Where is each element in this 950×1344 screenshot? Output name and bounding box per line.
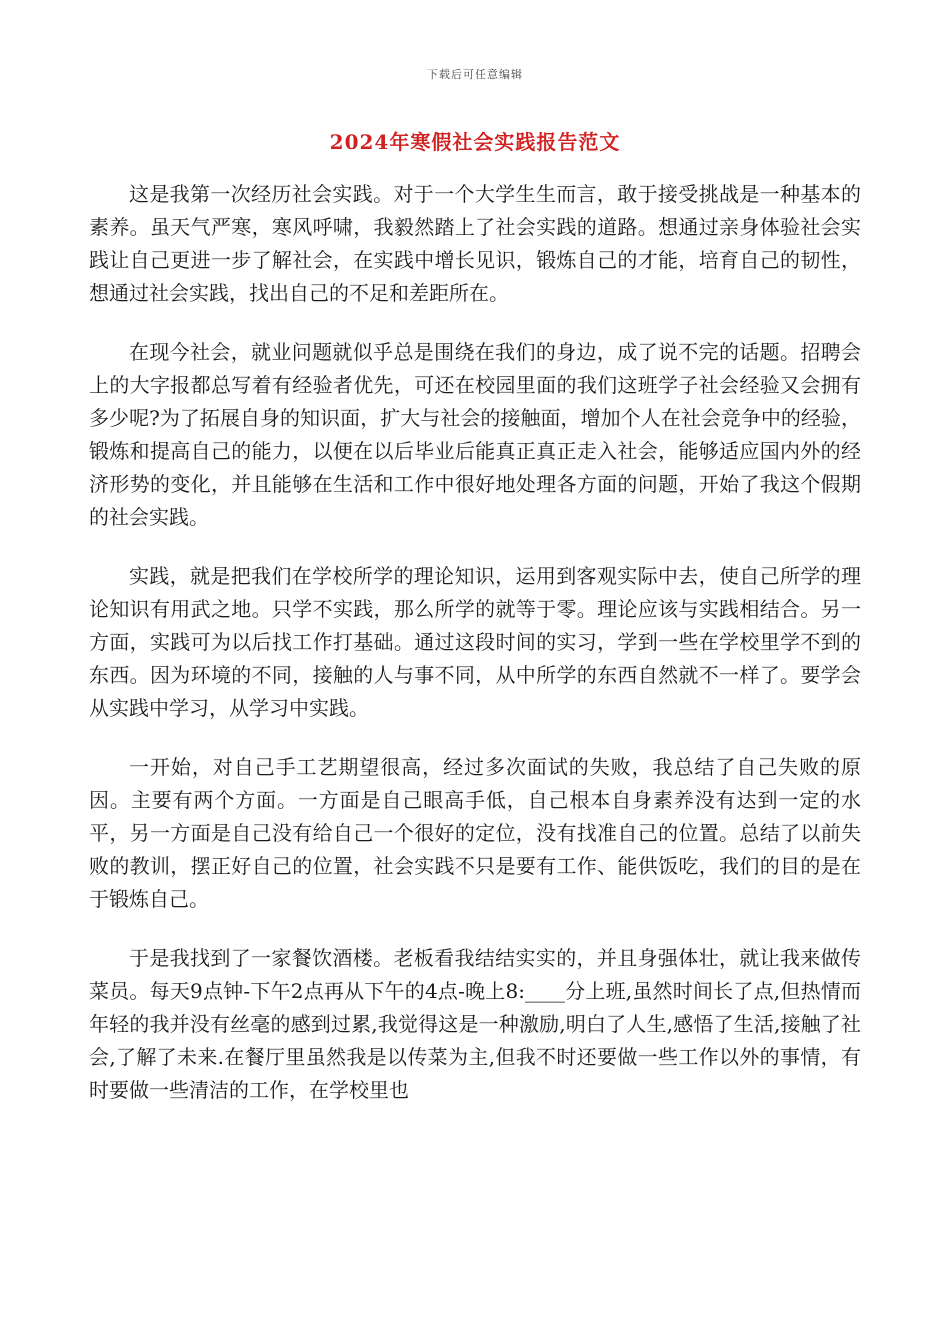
paragraph: 一开始，对自己手工艺期望很高，经过多次面试的失败，我总结了自己失败的原因。主要有两个方面。一方面是自己眼高手低，自己根本自身素养没有达到一定的水平，另一方面是自己没有给自己一个很好的定位，没有找准自己的位置。总结了以前失败的教训，摆正好自己的位置，社会实践不只是要有工作、能供饭吃，我们的目的是在于锻炼自己。 <box>89 755 861 911</box>
document-title: 2024年寒假社会实践报告范文 <box>329 130 621 154</box>
paragraph: 在现今社会，就业问题就似乎总是围绕在我们的身边，成了说不完的话题。招聘会上的大字报都总写着有经验者优先，可还在校园里面的我们这班学子社会经验又会拥有多少呢?为了拓展自身的知识面，扩大与社会的接触面，增加个人在社会竞争中的经验，锻炼和提高自己的能力，以便在以后毕业后能真正真正走入社会，能够适应国内外的经济形势的变化，并且能够在生活和工作中很好地处理各方面的问题，开始了我这个假期的社会实践。 <box>89 340 861 529</box>
paragraph: 于是我找到了一家餐饮酒楼。老板看我结结实实的，并且身强体壮，就让我来做传菜员。每天9点钟-下午2点再从下午的4点-晚上8:____分上班,虽然时间长了点,但热情而年轻的我并没有丝毫的感到过累,我觉得这是一种激励,明白了人生,感悟了生活,接触了社会,了解了未来.在餐厅里虽然我是以传菜为主,但我不时还要做一些工作以外的事情，有时要做一些清洁的工作，在学校里也 <box>89 946 861 1102</box>
page-header-note: 下载后可任意编辑 <box>427 68 523 81</box>
document-body <box>89 178 861 1133</box>
paragraph: 实践，就是把我们在学校所学的理论知识，运用到客观实际中去，使自己所学的理论知识有用武之地。只学不实践，那么所学的就等于零。理论应该与实践相结合。另一方面，实践可为以后找工作打基础。通过这段时间的实习，学到一些在学校里学不到的东西。因为环境的不同，接触的人与事不同，从中所学的东西自然就不一样了。要学会从实践中学习，从学习中实践。 <box>89 564 861 720</box>
paragraph: 这是我第一次经历社会实践。对于一个大学生生而言，敢于接受挑战是一种基本的素养。虽天气严寒，寒风呼啸，我毅然踏上了社会实践的道路。想通过亲身体验社会实践让自己更进一步了解社会，在实践中增长见识，锻炼自己的才能，培育自己的韧性，想通过社会实践，找出自己的不足和差距所在。 <box>89 182 861 305</box>
